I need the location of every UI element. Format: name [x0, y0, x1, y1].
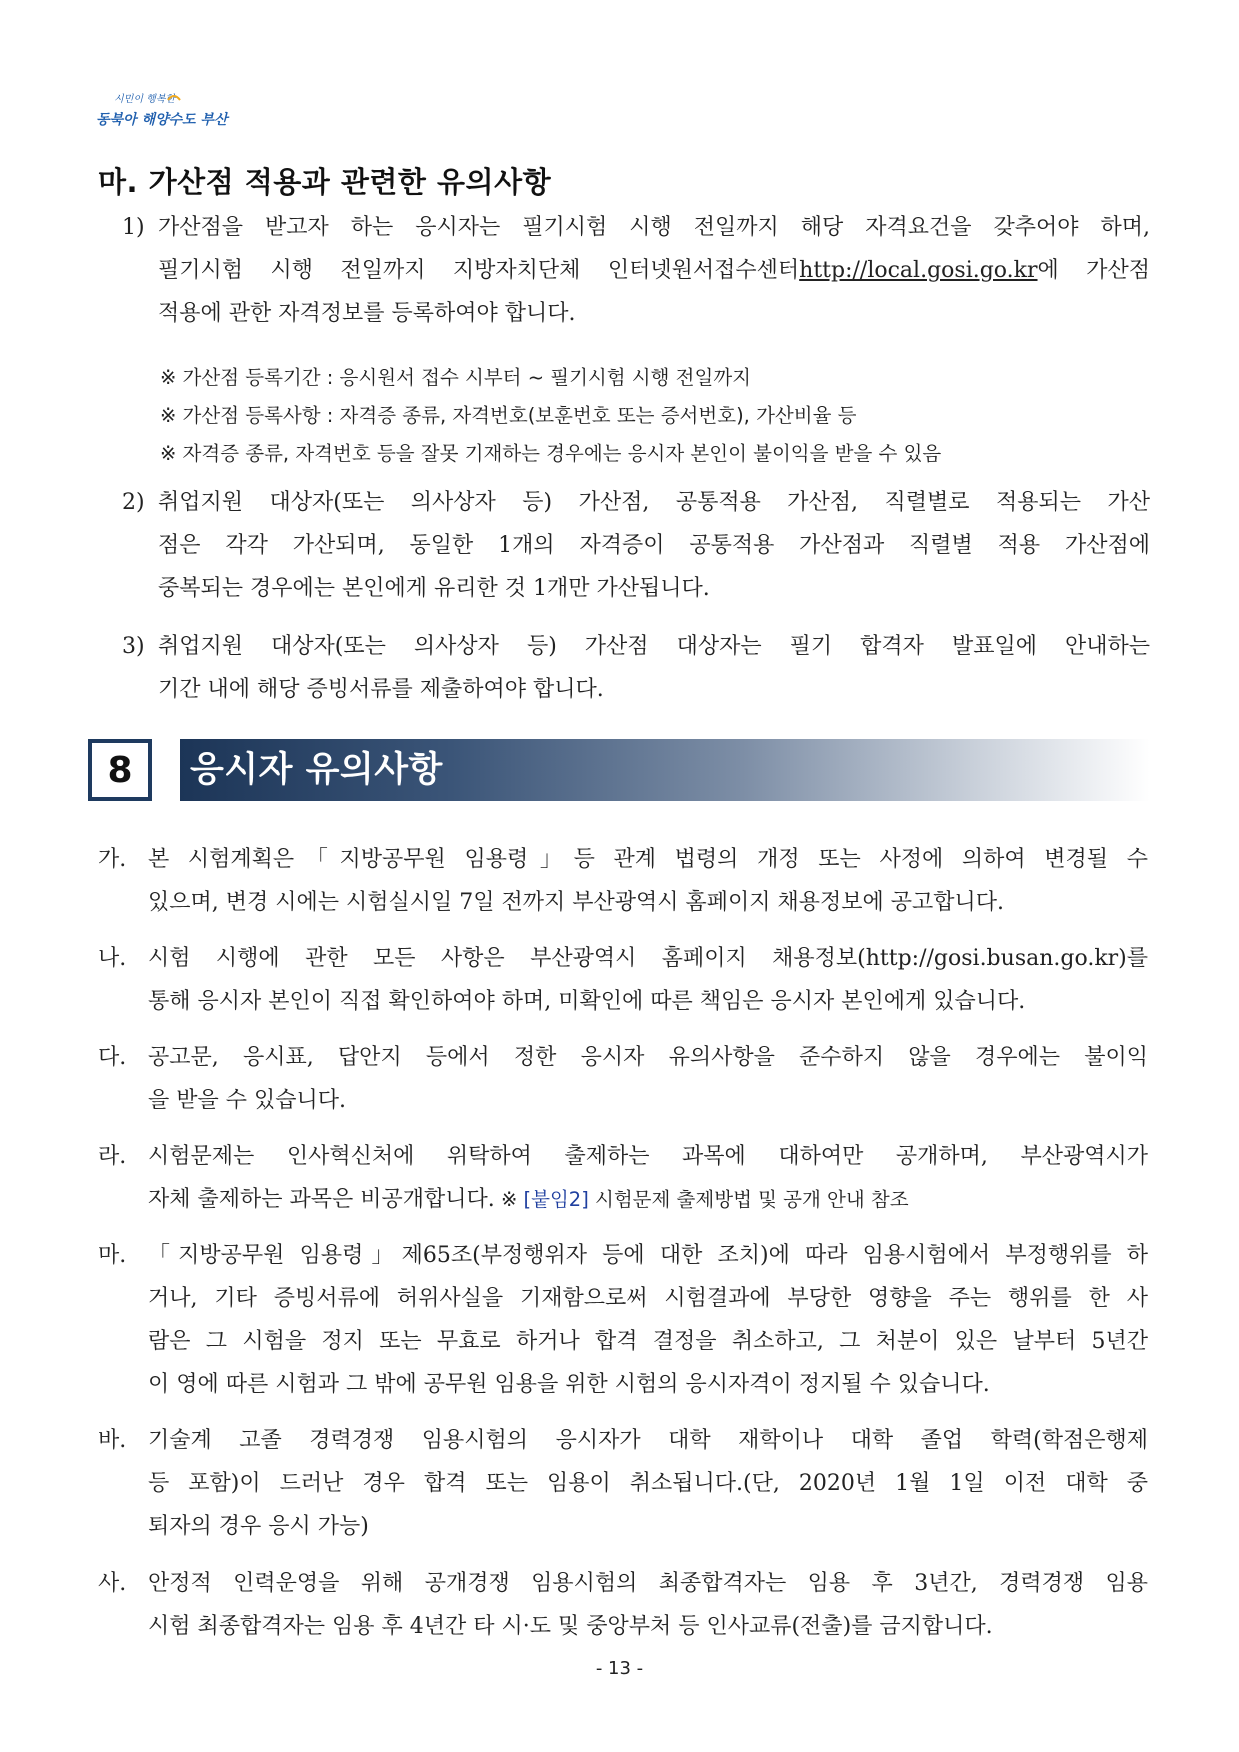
section-heading-ma: 마. 가산점 적용과 관련한 유의사항	[98, 165, 552, 199]
item-number: 2)	[122, 490, 145, 515]
notice-label: 사.	[98, 1571, 127, 1596]
item-line: 취업지원 대상자(또는 의사상자 등) 가산점, 공통적용 가산점, 직렬별로 적용되는 가산	[158, 490, 1150, 515]
notice-line: 거나, 기타 증빙서류에 허위사실을 기재함으로써 시험결과에 부당한 영향을 주는 행위를 한 사	[148, 1286, 1148, 1311]
note-registration-period: ※ 가산점 등록기간 : 응시원서 접수 시부터 ~ 필기시험 시행 전일까지	[160, 366, 751, 389]
logo-line1: 시민이 행복한	[114, 94, 176, 105]
item-line	[158, 249, 1150, 292]
page-number: - 13 -	[595, 1658, 644, 1679]
busan-logo	[96, 88, 246, 134]
note-registration-items: ※ 가산점 등록사항 : 자격증 종류, 자격번호(보훈번호 또는 증서번호), 가산비율 등	[160, 404, 857, 427]
attachment-2-link[interactable]: [붙임2]	[523, 1188, 589, 1211]
item-line: 중복되는 경우에는 본인에게 유리한 것 1개만 가산됩니다.	[158, 576, 710, 601]
item-line: 기간 내에 해당 증빙서류를 제출하여야 합니다.	[158, 677, 604, 702]
notice-item-ba	[98, 1419, 1148, 1548]
gosi-local-link[interactable]: http://local.gosi.go.kr	[799, 258, 1038, 283]
notice-item-ra	[98, 1135, 1148, 1221]
notice-label: 나.	[98, 946, 127, 971]
notice-line: 이 영에 따른 시험과 그 밖에 공무원 임용을 위한 시험의 응시자격이 정지될 수 있습니다.	[148, 1372, 990, 1397]
list-item-1	[122, 206, 1150, 335]
reference-mark: ※	[500, 1188, 524, 1211]
item-number: 1)	[122, 215, 145, 240]
notice-line: 본 시험계획은「지방공무원 임용령」등 관계 법령의 개정 또는 사정에 의하여 변경될 수	[148, 847, 1148, 872]
item-line-text: 필기시험 시행 전일까지 지방자치단체 인터넷원서접수센터	[158, 258, 800, 283]
notice-line	[148, 1178, 1148, 1221]
reference-text: 시험문제 출제방법 및 공개 안내 참조	[588, 1188, 909, 1211]
notice-item-na	[98, 937, 1148, 1023]
notice-item-sa	[98, 1562, 1148, 1648]
section-number-box	[88, 739, 152, 801]
notice-label: 라.	[98, 1144, 127, 1169]
notice-line: 을 받을 수 있습니다.	[148, 1088, 346, 1113]
notice-line-text: 자체 출제하는 과목은 비공개합니다.	[148, 1187, 495, 1212]
notice-label: 가.	[98, 847, 127, 872]
section-title: 응시자 유의사항	[190, 750, 443, 790]
item-line: 적용에 관한 자격정보를 등록하여야 합니다.	[158, 301, 576, 326]
notice-item-da	[98, 1036, 1148, 1122]
notice-line: 시험문제는 인사혁신처에 위탁하여 출제하는 과목에 대하여만 공개하며, 부산광역시가	[148, 1144, 1148, 1169]
notice-label: 마.	[98, 1243, 127, 1268]
reference-note	[495, 1188, 909, 1211]
item-line: 가산점을 받고자 하는 응시자는 필기시험 시행 전일까지 해당 자격요건을 갖추어야 하며,	[158, 215, 1150, 240]
notice-line: 람은 그 시험을 정지 또는 무효로 하거나 합격 결정을 취소하고, 그 처분이 있은 날부터 5년간	[148, 1329, 1148, 1354]
notice-line: 통해 응시자 본인이 직접 확인하여야 하며, 미확인에 따른 책임은 응시자 본인에게 있습니다.	[148, 989, 1026, 1014]
notice-line: 시험 시행에 관한 모든 사항은 부산광역시 홈페이지 채용정보(http://gosi.busan.go.kr)를	[148, 946, 1148, 971]
notice-line: 시험 최종합격자는 임용 후 4년간 타 시·도 및 중앙부처 등 인사교류(전출)를 금지합니다.	[148, 1614, 993, 1639]
notice-label: 다.	[98, 1045, 127, 1070]
notice-item-ma	[98, 1234, 1148, 1406]
item-line: 점은 각각 가산되며, 동일한 1개의 자격증이 공통적용 가산점과 직렬별 적용 가산점에	[158, 533, 1150, 558]
notice-line: 기술계 고졸 경력경쟁 임용시험의 응시자가 대학 재학이나 대학 졸업 학력(학점은행제	[148, 1428, 1148, 1453]
section-number: 8	[107, 749, 133, 791]
item-line: 취업지원 대상자(또는 의사상자 등) 가산점 대상자는 필기 합격자 발표일에 안내하는	[158, 634, 1150, 659]
item-line-text: 에 가산점	[1037, 258, 1150, 283]
list-item-3	[122, 625, 1150, 711]
logo-line2: 동북아 해양수도 부산	[96, 112, 228, 128]
busan-logo-graphic	[96, 88, 246, 134]
notice-line: 안정적 인력운영을 위해 공개경쟁 임용시험의 최종합격자는 임용 후 3년간, 경력경쟁 임용	[148, 1571, 1148, 1596]
notice-line: 「지방공무원 임용령」제65조(부정행위자 등에 대한 조치)에 따라 임용시험에서 부정행위를 하	[148, 1243, 1148, 1268]
notice-line: 있으며, 변경 시에는 시험실시일 7일 전까지 부산광역시 홈페이지 채용정보에 공고합니다.	[148, 890, 1004, 915]
item-number: 3)	[122, 634, 145, 659]
notice-item-ga	[98, 838, 1148, 924]
notice-label: 바.	[98, 1428, 127, 1453]
notice-line: 공고문, 응시표, 답안지 등에서 정한 응시자 유의사항을 준수하지 않을 경우에는 불이익	[148, 1045, 1148, 1070]
list-item-2	[122, 481, 1150, 610]
notice-line: 등 포함)이 드러난 경우 합격 또는 임용이 취소됩니다.(단, 2020년 1월 1일 이전 대학 중	[148, 1471, 1148, 1496]
notice-line: 퇴자의 경우 응시 가능)	[148, 1514, 369, 1539]
note-warning: ※ 자격증 종류, 자격번호 등을 잘못 기재하는 경우에는 응시자 본인이 불이익을 받을 수 있음	[160, 442, 942, 465]
